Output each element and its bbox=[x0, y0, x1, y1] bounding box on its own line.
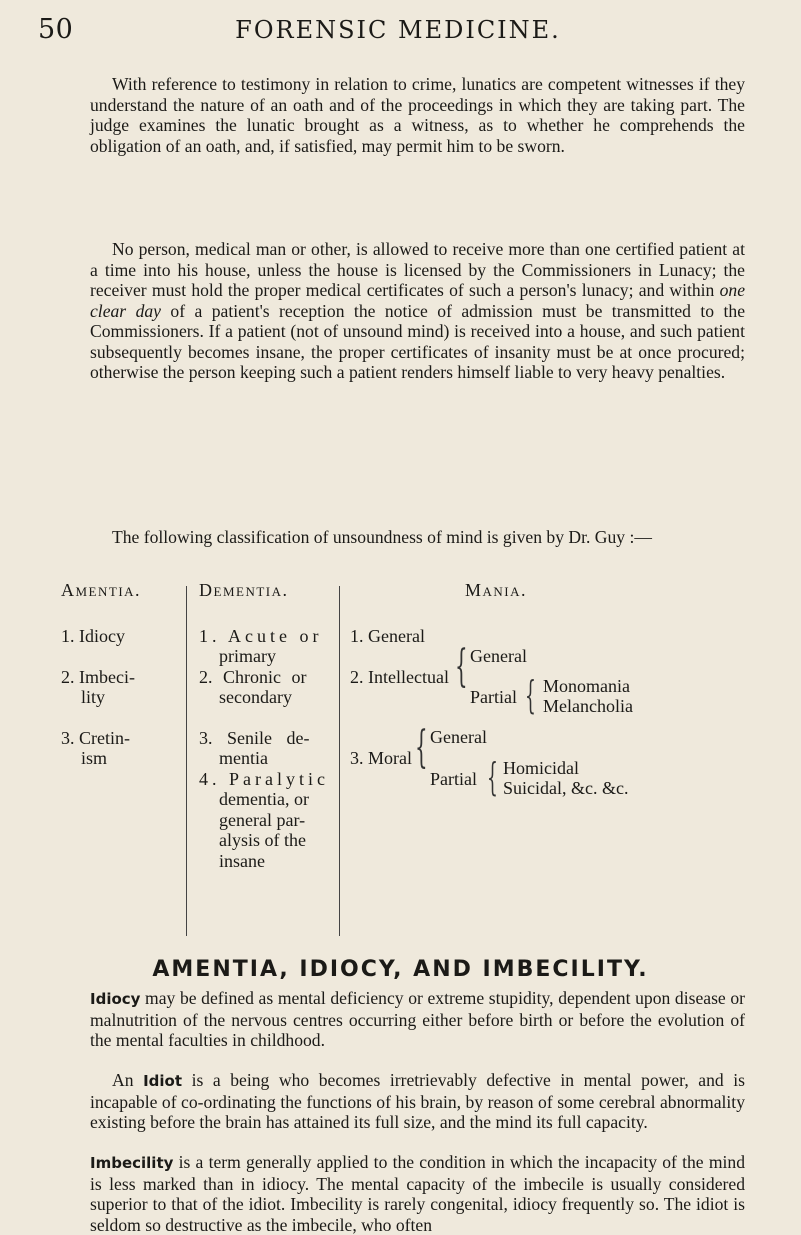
classification-table bbox=[61, 580, 750, 940]
amentia-item: lity bbox=[81, 687, 106, 707]
amentia-heading: Amentia. bbox=[61, 580, 142, 600]
paragraph-idiocy-text: may be defined as mental deficiency or extreme stupidity, dependent upon disease or malnutrition of the nervous centres occurring either before birth or before the evolution of the mental faculties in childhood. bbox=[90, 988, 745, 1051]
dementia-item: 2. Chronic or bbox=[199, 667, 307, 687]
dementia-item: secondary bbox=[219, 687, 292, 707]
moral-general: General bbox=[430, 727, 487, 747]
mania-general: 1. General bbox=[350, 626, 425, 646]
brace-partial-intellectual: { bbox=[525, 673, 536, 717]
suicidal: Suicidal, &c. &c. bbox=[503, 778, 629, 798]
term-idiocy: Idiocy bbox=[90, 990, 141, 1008]
dementia-item: alysis of the bbox=[219, 830, 306, 850]
paragraph-idiot-text: is a being who becomes irretrievably defective in mental power, and is incapable of co-ordinating the functions of his brain, by reason of some cerebral abnormality existing before the brain has attained its full size, and the mind its full capacity. bbox=[90, 1070, 745, 1133]
paragraph-idiot bbox=[90, 1070, 745, 1133]
mania-intellectual: 2. Intellectual bbox=[350, 667, 449, 687]
amentia-item: 3. Cretin- bbox=[61, 728, 130, 748]
running-head bbox=[38, 14, 758, 54]
homicidal: Homicidal bbox=[503, 758, 579, 778]
amentia-item: 1. Idiocy bbox=[61, 626, 125, 646]
paragraph-idiot-pre: An bbox=[112, 1070, 144, 1090]
melancholia: Melancholia bbox=[543, 696, 633, 716]
amentia-item: 2. Imbeci- bbox=[61, 667, 135, 687]
paragraph-testimony-text: With reference to testimony in relation to crime, lunatics are competent witnesses if they understand the nature of an oath and of the proceedings in which they are taking part. The judge examines the lunatic brought as a witness, as to whether he comprehends the obligation of an oath, and, if satisfied, may permit him to be sworn. bbox=[90, 74, 745, 156]
dementia-heading: Dementia. bbox=[199, 580, 289, 600]
dementia-item: primary bbox=[219, 646, 276, 666]
monomania: Monomania bbox=[543, 676, 630, 696]
intellectual-partial: Partial bbox=[470, 687, 517, 707]
column-divider bbox=[339, 586, 340, 936]
paragraph-licensing bbox=[90, 239, 745, 383]
moral-partial: Partial bbox=[430, 769, 477, 789]
column-divider bbox=[186, 586, 187, 936]
paragraph-licensing-text-a: No person, medical man or other, is allowed to receive more than one certified patient at a time into his house, unless the house is licensed by the Commissioners in Lunacy; the receiver must hold the proper medical certificates of such a person's lunacy; and within bbox=[90, 239, 745, 301]
dementia-item: 3. Senile de- bbox=[199, 728, 310, 748]
brace-partial-moral: { bbox=[487, 755, 498, 799]
dementia-item: mentia bbox=[219, 748, 268, 768]
paragraph-imbecility-text: is a term generally applied to the condition in which the incapacity of the mind is less marked than in idiocy. The mental capacity of the imbecile is usually considered superior to that of the idiot. Imbecility is rarely congenital, idiocy frequently so. The idiot is seldom so destructive as the imbecile, who often bbox=[90, 1152, 745, 1235]
dementia-item: insane bbox=[219, 851, 265, 871]
paragraph-testimony bbox=[90, 74, 745, 156]
paragraph-licensing-italic: one clear day bbox=[90, 280, 745, 321]
term-idiot: Idiot bbox=[143, 1072, 183, 1090]
paragraph-licensing-text-b: of a patient's reception the notice of admission must be transmitted to the Commissioners. If a patient (not of unsound mind) is received into a house, and such patient subsequently becomes insane, the proper certificates of insanity must be at once procured; otherwise the person keeping such a patient renders himself liable to very heavy penalties. bbox=[90, 300, 745, 383]
dementia-item: 1. Acute or bbox=[199, 626, 323, 646]
mania-heading: Mania. bbox=[465, 580, 527, 600]
dementia-item: general par- bbox=[219, 810, 306, 830]
dementia-item: 4. Paralytic bbox=[199, 769, 329, 789]
brace-moral: { bbox=[415, 722, 428, 773]
amentia-item: ism bbox=[81, 748, 108, 768]
paragraph-classification-intro bbox=[90, 527, 745, 548]
section-heading: AMENTIA, IDIOCY, AND IMBECILITY. bbox=[152, 957, 649, 982]
intellectual-general: General bbox=[470, 646, 527, 666]
paragraph-classification-intro-text: The following classification of unsoundness of mind is given by Dr. Guy :— bbox=[112, 527, 652, 547]
running-title: FORENSIC MEDICINE. bbox=[235, 16, 561, 44]
mania-moral: 3. Moral bbox=[350, 748, 412, 768]
paragraph-idiocy bbox=[90, 988, 745, 1051]
dementia-item: dementia, or bbox=[219, 789, 309, 809]
brace-intellectual: { bbox=[455, 641, 468, 692]
page-number: 50 bbox=[38, 14, 74, 45]
paragraph-imbecility bbox=[90, 1152, 745, 1235]
term-imbecility: Imbecility bbox=[90, 1154, 174, 1172]
